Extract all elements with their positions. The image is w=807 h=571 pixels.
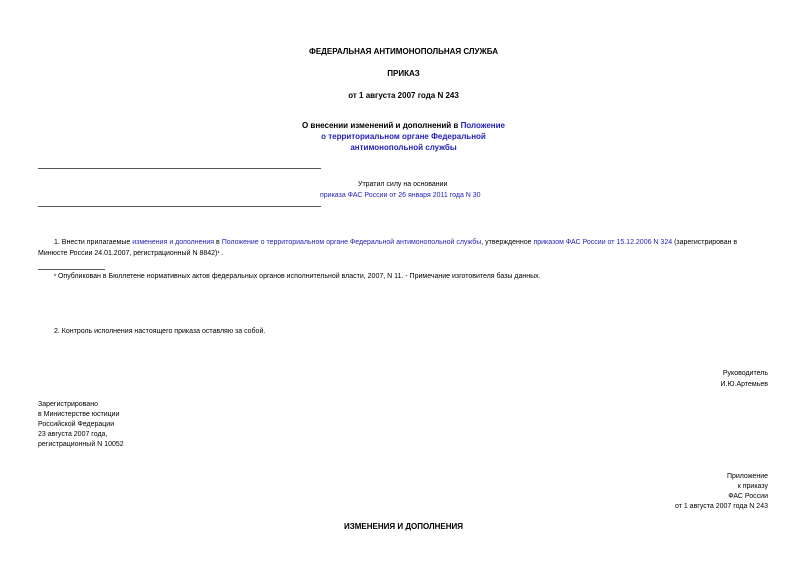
p1-text-2: в [214, 239, 222, 246]
agency-name: ФЕДЕРАЛЬНАЯ АНТИМОНОПОЛЬНАЯ СЛУЖБА [309, 47, 498, 56]
registration-line: регистрационный N 10052 [38, 441, 124, 448]
p1-link-changes[interactable]: изменения и дополнения [132, 239, 215, 246]
title-link-line2[interactable]: о территориальном органе Федеральной [321, 132, 486, 141]
doc-title [0, 121, 807, 131]
title-prefix: О внесении изменений и дополнений в [301, 121, 461, 130]
appendix-title: ИЗМЕНЕНИЯ И ДОПОЛНЕНИЯ [343, 522, 464, 531]
appendix-line: от 1 августа 2007 года N 243 [674, 503, 768, 510]
p1-link-polozhenie[interactable]: Положение о территориальном органе Федеральной антимонопольной службы [221, 239, 482, 246]
title-link-line3[interactable]: антимонопольной службы [350, 143, 457, 152]
footnote-divider [38, 269, 105, 270]
appendix-line: к приказу [737, 483, 768, 490]
status-link[interactable]: приказа ФАС России от 26 января 2011 года N 30 [320, 192, 481, 199]
title-link-polozhenie[interactable]: Положение [460, 121, 505, 130]
footnote-ref[interactable]: ¹ [217, 251, 220, 257]
signature-name: И.Ю.Артемьев [720, 381, 768, 388]
footnote-text: Опубликован в Бюллетене нормативных актов федеральных органов исполнительной власти, 2007, N 11. - Примечание изготовителя базы данных. [57, 273, 541, 280]
signature-role: Руководитель [722, 370, 768, 377]
divider-bottom [38, 206, 321, 207]
paragraph-1 [54, 238, 737, 248]
divider-top [38, 168, 321, 169]
p1-link-prikaz[interactable]: приказом ФАС России от 15.12.2006 N 324 [533, 239, 673, 246]
appendix-line: ФАС России [728, 493, 768, 500]
doc-type: ПРИКАЗ [387, 69, 420, 78]
p1-text-3: , утвержденное [481, 239, 534, 246]
p1-text-1: 1. Внести прилагаемые [54, 239, 133, 246]
footnote [54, 272, 541, 282]
status-note: Утратил силу на основании [358, 181, 448, 188]
footnote-marker: ¹ [54, 274, 56, 280]
doc-date-number: от 1 августа 2007 года N 243 [348, 91, 459, 100]
p1-line2-text: Минюсте России 24.01.2007, регистрационный N 8842) [38, 250, 218, 257]
registration-line: в Министерстве юстиции [38, 411, 120, 418]
paragraph-1-line2: Минюсте России 24.01.2007, регистрационный N 8842)¹ . [38, 250, 224, 257]
registration-line: Российской Федерации [38, 421, 115, 428]
registration-line: 23 августа 2007 года, [38, 431, 108, 438]
appendix-line: Приложение [726, 473, 768, 480]
paragraph-2: 2. Контроль исполнения настоящего приказа оставляю за собой. [54, 328, 266, 335]
registration-line: Зарегистрировано [38, 401, 98, 408]
p1-text-4: (зарегистрирован в [672, 239, 738, 246]
appendix-block [675, 472, 768, 512]
registration-block [38, 400, 124, 450]
